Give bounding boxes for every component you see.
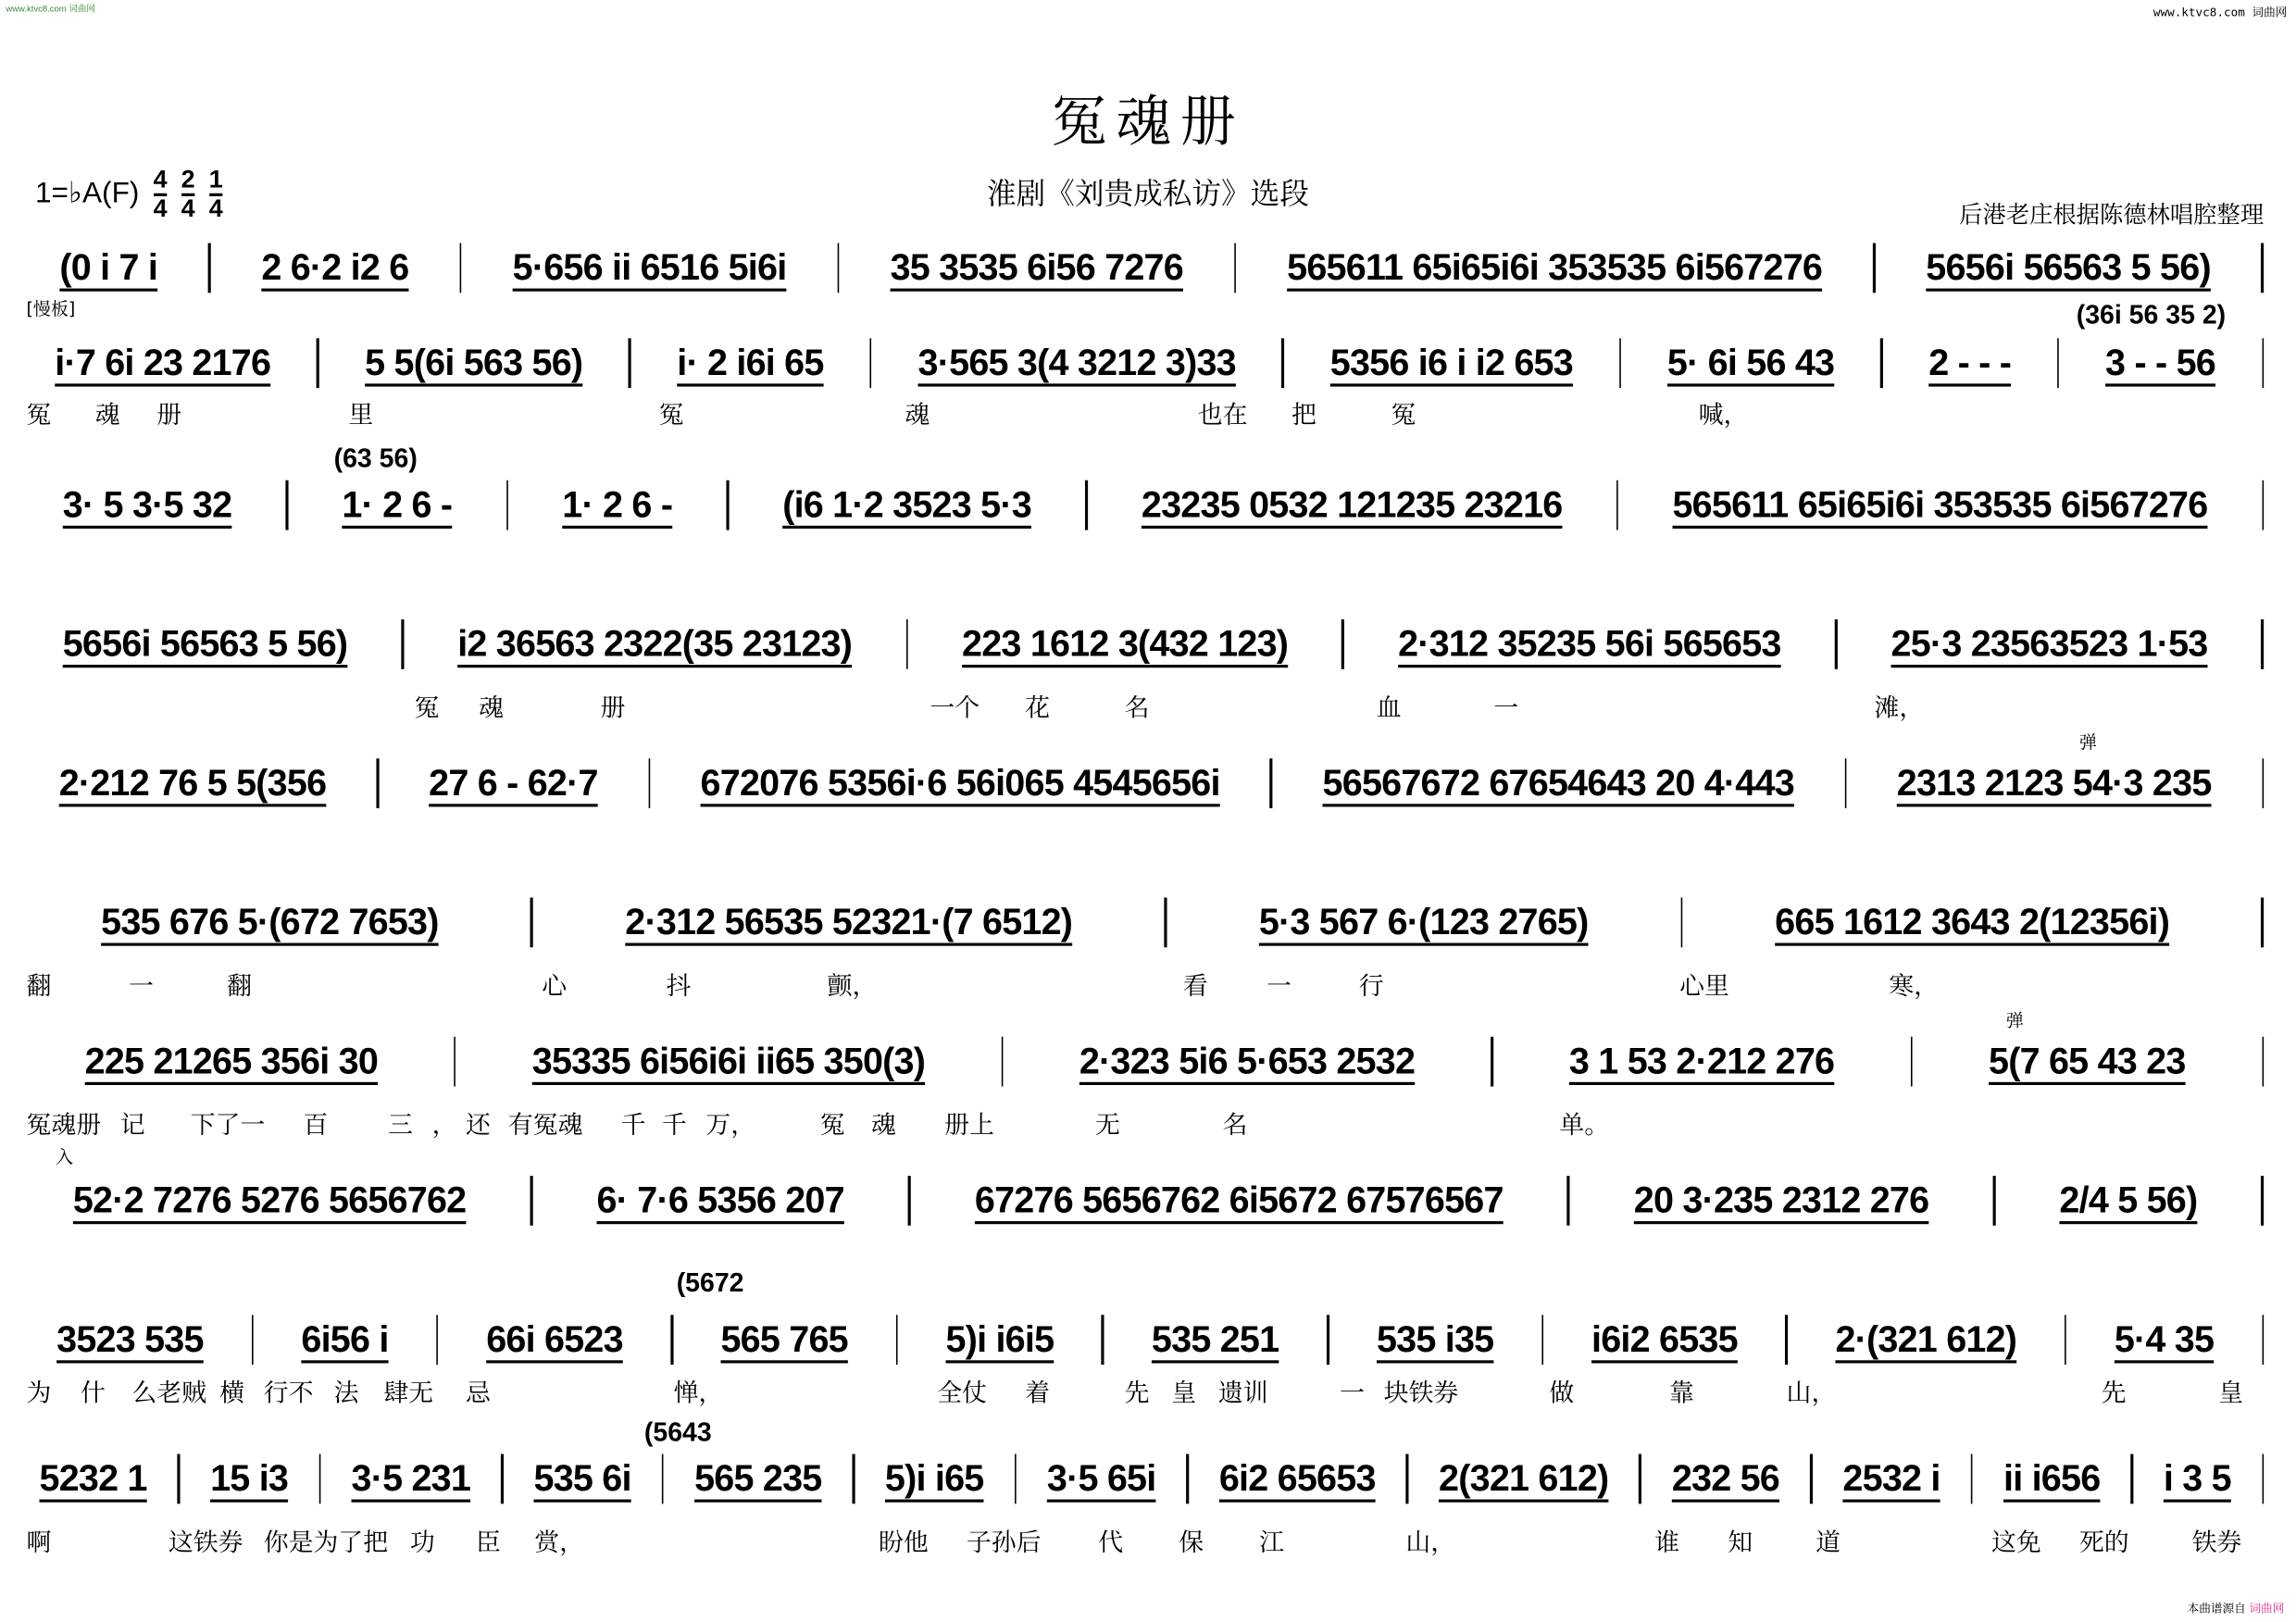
barline: [1680, 898, 1682, 948]
barline: [318, 1454, 320, 1504]
annotation-tan-line7: 弹: [2005, 1010, 2024, 1031]
lyric-word: 块铁券: [1383, 1379, 1459, 1409]
footer-site: 词曲网: [2249, 1602, 2285, 1616]
measure: 225 21265 356i 30: [84, 1040, 379, 1082]
barline: [1785, 1315, 1787, 1365]
lyric-word: 冤魂册: [26, 1111, 102, 1142]
measure: 565611 65i65i6i 353535 6i567276: [1287, 246, 1823, 288]
barline: [2065, 1315, 2066, 1365]
annotation-line9: (5672: [676, 1267, 744, 1298]
measure: 2313 2123 54·3 235: [1896, 762, 2212, 804]
barline: [1810, 1454, 1812, 1504]
lyric-word: 冤: [26, 401, 52, 430]
lyric-word: 一: [1340, 1379, 1366, 1409]
measure: 27 6 - 62·7: [429, 762, 598, 804]
lyric-word: ，: [431, 1111, 457, 1142]
barline: [530, 1176, 532, 1226]
barline: [436, 1315, 438, 1365]
key-signature: [35, 167, 223, 222]
barline: [2262, 898, 2264, 948]
barline: [853, 1454, 855, 1504]
measure: 2·212 76 5 5(356: [58, 762, 327, 804]
measure: 2·323 5i6 5·653 2532: [1079, 1040, 1416, 1082]
barline: [2130, 1454, 2132, 1504]
lyric-word: 铁券: [2191, 1528, 2242, 1558]
lyric-word: 全仗: [937, 1379, 987, 1409]
barline: [454, 1037, 455, 1087]
barline: [2262, 758, 2264, 808]
lyric-word: 一: [129, 972, 155, 1002]
barline: [648, 758, 650, 808]
barline: [1844, 758, 1846, 808]
barline: [1186, 1454, 1188, 1504]
measure: 535 676 5·(672 7653): [101, 901, 439, 942]
measure: 223 1612 3(432 123): [962, 622, 1289, 665]
measure: 5· 6i 56 43: [1666, 342, 1835, 383]
barline: [1971, 1454, 1973, 1504]
measure: 3· 5 3·5 32: [62, 483, 232, 526]
measure: 565 765: [720, 1318, 848, 1360]
lyric-word: 魂: [94, 401, 120, 430]
barline: [1880, 338, 1882, 388]
time-signature-4-4: $\frac{4}{4}$: [153, 165, 168, 223]
measure: 565 235: [694, 1457, 822, 1499]
notation-line: [18, 480, 2273, 530]
barline: [2262, 1176, 2264, 1226]
watermark-left: www.ktvc8.com 词曲网: [6, 6, 95, 15]
measure: 20 3·235 2312 276: [1633, 1179, 1929, 1221]
measure: 5·656 ii 6516 5i6i: [512, 246, 787, 288]
song-subtitle: 淮剧《刘贵成私访》选段: [986, 175, 1309, 211]
notation-line: [18, 898, 2273, 948]
lyric-word: 魂: [905, 401, 930, 430]
measure: 672076 5356i·6 56i065 4545656i: [700, 762, 1220, 804]
measure: 2·(321 612): [1835, 1318, 2017, 1360]
measure: 2 - - -: [1928, 342, 2012, 383]
lyric-word: 把: [1291, 401, 1316, 430]
lyric-word: 有冤魂: [507, 1111, 583, 1142]
notation-line: [18, 619, 2273, 669]
measure: 3 1 53 2·212 276: [1568, 1040, 1835, 1082]
lyric-word: 山，: [1786, 1379, 1837, 1409]
lyric-word: 靠: [1669, 1379, 1694, 1409]
lyric-word: 魂: [871, 1111, 896, 1142]
lyric-word: 万，: [705, 1111, 756, 1142]
barline: [896, 1315, 898, 1365]
measure: 6i56 i: [301, 1318, 389, 1360]
lyric-word: 寒，: [1889, 972, 1940, 1002]
lyric-word: 遗训: [1217, 1379, 1268, 1409]
barline: [317, 338, 318, 388]
annotation-line3: (63 56): [333, 443, 418, 473]
barline: [1491, 1037, 1492, 1087]
measure: ii i656: [2003, 1457, 2101, 1499]
barline: [1085, 480, 1087, 530]
lyric-word: 忌: [465, 1379, 491, 1409]
barline: [727, 480, 729, 530]
lyric-word: 千: [661, 1111, 687, 1142]
barline: [2262, 1315, 2264, 1365]
measure: 5356 i6 i i2 653: [1329, 342, 1573, 383]
measure: 2/4 5 56): [2059, 1179, 2198, 1221]
notation-line: [18, 1454, 2273, 1504]
measure: 5232 1: [39, 1457, 147, 1499]
lyric-word: 臣: [476, 1528, 501, 1558]
lyric-word: 子孙后: [966, 1528, 1042, 1558]
lyric-word: 心里: [1679, 972, 1729, 1002]
barline: [2262, 1454, 2264, 1504]
lyric-word: 滩，: [1874, 693, 1925, 724]
measure: 2·312 35235 56i 565653: [1398, 622, 1781, 665]
lyric-word: 一: [1267, 972, 1292, 1002]
measure: 15 i3: [210, 1457, 289, 1499]
lyric-word: 什: [80, 1379, 106, 1409]
lyric-word: 血: [1376, 693, 1402, 724]
lyric-word: 一个: [930, 693, 980, 724]
measure: 35 3535 6i56 7276: [890, 246, 1183, 288]
lyric-word: 皇: [1171, 1379, 1197, 1409]
notation-line: [18, 338, 2273, 388]
barline: [402, 619, 404, 669]
barline: [1341, 619, 1343, 669]
lyric-word: 冤: [658, 401, 684, 430]
measure: i·7 6i 23 2176: [55, 342, 271, 383]
lyric-word: 先: [2101, 1379, 2127, 1409]
measure: 3·5 231: [351, 1457, 471, 1499]
lyric-word: 冤: [1391, 401, 1416, 430]
footer-label: 本曲谱源自: [2187, 1602, 2246, 1616]
measure: i6i2 6535: [1591, 1318, 1738, 1360]
barline: [501, 1454, 503, 1504]
lyric-word: 为: [26, 1379, 52, 1409]
lyric-word: 法: [333, 1379, 359, 1409]
annotation-tan-line5: 弹: [2078, 731, 2097, 753]
lyric-word: 赏，: [534, 1528, 585, 1558]
measure: 2532 i: [1842, 1457, 1940, 1499]
barline: [1014, 1454, 1016, 1504]
lyric-word: 肆无: [383, 1379, 434, 1409]
measure: 232 56: [1671, 1457, 1780, 1499]
measure: 25·3 23563523 1·53: [1890, 622, 2208, 665]
lyric-word: 保: [1179, 1528, 1204, 1558]
measure: 535 251: [1151, 1318, 1279, 1360]
barline: [208, 243, 210, 293]
lyric-word: 下了一: [190, 1111, 266, 1142]
lyric-word: 里: [348, 401, 374, 430]
barline: [1001, 1037, 1003, 1087]
barline: [670, 1315, 672, 1365]
lyric-word: 心: [542, 972, 568, 1002]
measure: (i6 1·2 3523 5·3: [782, 483, 1031, 526]
barline: [377, 758, 379, 808]
measure: 1· 2 6 -: [562, 483, 673, 526]
lyric-word: 名: [1222, 1111, 1248, 1142]
arranger-credit: 后港老庄根据陈德林唱腔整理: [1959, 200, 2265, 229]
notation-line: [18, 1037, 2273, 1087]
barline: [869, 338, 871, 388]
lyric-word: 皇: [2218, 1379, 2244, 1409]
notation-line: [18, 1315, 2273, 1365]
notation-line: [18, 758, 2273, 808]
barline: [1282, 338, 1284, 388]
lyric-word: 你是为了把: [263, 1528, 389, 1558]
lyric-word: 山，: [1405, 1528, 1456, 1558]
lyric-word: 翻: [26, 972, 52, 1002]
lyric-word: 功: [409, 1528, 435, 1558]
lyric-word: 死的: [2078, 1528, 2129, 1558]
barline: [1406, 1454, 1408, 1504]
measure: 5)i i6i5: [945, 1318, 1054, 1360]
measure: 35335 6i56i6i ii65 350(3): [531, 1040, 926, 1082]
barline: [1165, 898, 1167, 948]
barline: [459, 243, 461, 293]
annotation-line2: (36i 56 35 2): [2076, 300, 2227, 330]
measure: 535 6i: [533, 1457, 631, 1499]
lyric-word: 盼他: [878, 1528, 929, 1558]
barline: [1327, 1315, 1329, 1365]
footer-source: [2188, 1601, 2285, 1616]
barline: [1619, 338, 1621, 388]
measure: 5)i i65: [884, 1457, 984, 1499]
lyric-word: 记: [119, 1111, 145, 1142]
lyric-word: 谁: [1654, 1528, 1680, 1558]
lyric-word: 单。: [1559, 1111, 1610, 1142]
barline: [1616, 480, 1618, 530]
lyric-word: 行不: [263, 1379, 314, 1409]
measure: 5656i 56563 5 56): [62, 622, 348, 665]
barline: [908, 1176, 910, 1226]
lyric-word: 着: [1025, 1379, 1051, 1409]
barline: [1910, 1037, 1912, 1087]
measure: 5(7 65 43 23: [1989, 1040, 2186, 1082]
barline: [506, 480, 508, 530]
measure: 1· 2 6 -: [342, 483, 453, 526]
barline: [251, 1315, 253, 1365]
measure: 3·565 3(4 3212 3)33: [917, 342, 1236, 383]
barline: [1993, 1176, 1995, 1226]
barline: [2057, 338, 2059, 388]
lyric-word: 无: [1095, 1111, 1120, 1142]
lyric-word: 颤，: [827, 972, 878, 1002]
barline: [2262, 619, 2264, 669]
song-title: 冤魂册: [1051, 89, 1245, 155]
lyric-word: 三: [388, 1111, 414, 1142]
barline: [178, 1454, 180, 1504]
lyric-word: 百: [303, 1111, 329, 1142]
barline: [629, 338, 630, 388]
measure: 3523 535: [56, 1318, 204, 1360]
measure: i 3 5: [2163, 1457, 2231, 1499]
barline: [1234, 243, 1236, 293]
annotation-ru-line7: 入: [56, 1146, 74, 1167]
lyric-word: 名: [1124, 693, 1150, 724]
measure: 2·312 56535 52321·(7 6512): [625, 901, 1073, 942]
barline: [662, 1454, 664, 1504]
lyric-word: 册: [600, 693, 626, 724]
lyric-word: 册上: [944, 1111, 994, 1142]
lyric-word: 这免: [1990, 1528, 2041, 1558]
barline: [1270, 758, 1272, 808]
barline: [530, 898, 532, 948]
notation-line: [18, 1176, 2273, 1226]
lyric-word: 也在: [1197, 401, 1248, 430]
lyric-word: 么老贼: [131, 1379, 207, 1409]
barline: [1639, 1454, 1641, 1504]
measure: i2 36563 2322(35 23123): [457, 622, 853, 665]
barline: [1541, 1315, 1543, 1365]
lyric-word: 冤: [414, 693, 440, 724]
time-signature-1-4: $\frac{1}{4}$: [208, 165, 223, 223]
measure: 2 6·2 i2 6: [261, 246, 409, 288]
lyric-word: 看: [1182, 972, 1208, 1002]
lyric-word: 惮，: [673, 1379, 724, 1409]
measure: 665 1612 3643 2(12356i): [1775, 901, 2170, 942]
time-signature-2-4: $\frac{2}{4}$: [181, 165, 195, 223]
lyric-word: 先: [1124, 1379, 1150, 1409]
lyric-word: 江: [1259, 1528, 1285, 1558]
measure: 52·2 7276 5276 5656762: [72, 1179, 467, 1221]
measure: 5656i 56563 5 56): [1926, 246, 2211, 288]
measure: 6· 7·6 5356 207: [596, 1179, 844, 1221]
measure: 3·5 65i: [1046, 1457, 1156, 1499]
measure: i· 2 i6i 65: [677, 342, 824, 383]
lyric-word: 道: [1816, 1528, 1841, 1558]
key-label: 1=♭A(F): [34, 177, 140, 210]
barline: [1567, 1176, 1569, 1226]
barline: [1873, 243, 1875, 293]
measure: (0 i 7 i: [59, 246, 158, 288]
measure: 6i2 65653: [1218, 1457, 1376, 1499]
lyric-word: 千: [620, 1111, 646, 1142]
lyric-word: 知: [1728, 1528, 1753, 1558]
measure: 56567672 67654643 20 4·443: [1322, 762, 1794, 804]
barline: [2262, 338, 2264, 388]
measure: 5·4 35: [2114, 1318, 2215, 1360]
lyric-word: 这铁券: [168, 1528, 243, 1558]
lyric-word: 横: [219, 1379, 245, 1409]
measure: 2(321 612): [1439, 1457, 1609, 1499]
barline: [2262, 480, 2264, 530]
lyric-word: 翻: [227, 972, 253, 1002]
lyric-word: 啊: [26, 1528, 52, 1558]
lyric-word: 喊，: [1698, 401, 1749, 430]
measure: 67276 5656762 6i5672 67576567: [974, 1179, 1504, 1221]
lyric-word: 做: [1549, 1379, 1575, 1409]
lyric-word: 魂: [479, 693, 505, 724]
lyric-word: 抖: [666, 972, 692, 1002]
barline: [837, 243, 839, 293]
barline: [2262, 1037, 2264, 1087]
measure: 535 i35: [1376, 1318, 1494, 1360]
lyric-word: 花: [1025, 693, 1051, 724]
barline: [2262, 243, 2264, 293]
measure: 66i 6523: [486, 1318, 623, 1360]
annotation-line10: (5643: [643, 1416, 712, 1447]
lyric-word: 代: [1098, 1528, 1124, 1558]
measure: 5 5(6i 563 56): [365, 342, 583, 383]
watermark-right: www.ktvc8.com 词曲网: [2152, 6, 2288, 19]
barline: [1835, 619, 1837, 669]
barline: [286, 480, 288, 530]
notation-line: [18, 243, 2273, 293]
lyric-word: 一: [1493, 693, 1519, 724]
tempo-mark: [慢板]: [26, 298, 76, 319]
measure: 23235 0532 121235 23216: [1141, 483, 1563, 526]
measure: 5·3 567 6·(123 2765): [1258, 901, 1589, 942]
barline: [905, 619, 907, 669]
barline: [1102, 1315, 1104, 1365]
lyric-word: 册: [156, 401, 182, 430]
lyric-word: 行: [1358, 972, 1384, 1002]
lyric-word: 还: [465, 1111, 491, 1142]
lyric-word: 冤: [819, 1111, 845, 1142]
measure: 3 - - 56: [2105, 342, 2215, 383]
measure: 565611 65i65i6i 353535 6i567276: [1672, 483, 2208, 526]
